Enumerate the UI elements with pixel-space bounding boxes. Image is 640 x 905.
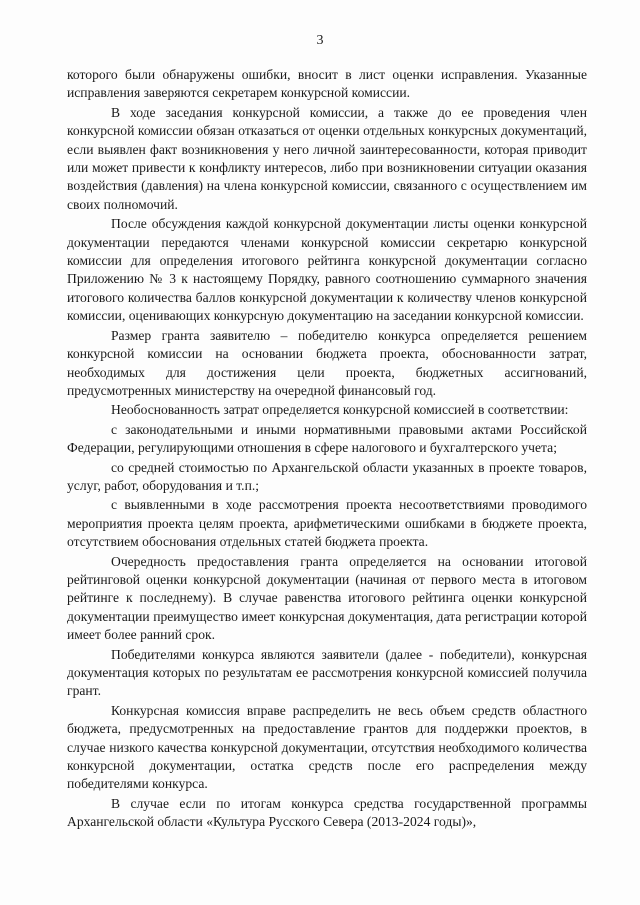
paragraph: В случае если по итогам конкурса средства государственной программы Архангельской области «Культура Русского Севера (2013-2024 годы)», bbox=[67, 795, 587, 830]
paragraph: Победителями конкурса являются заявители (далее - победители), конкурсная документация которых по результатам ее рассмотрения конкурсной комиссией получила грант. bbox=[67, 646, 587, 699]
paragraph: Конкурсная комиссия вправе распределить не весь объем средств областного бюджета, предусмотренных на предоставление грантов для поддержки проектов, в случае низкого качества конкурсной документации, отсутствия необходимого количества конкурсной документации, остатка средств после его распределения между победителями конкурса. bbox=[67, 702, 587, 792]
paragraph: Размер гранта заявителю – победителю конкурса определяется решением конкурсной комиссии на основании бюджета проекта, обоснованности затрат, необходимых для достижения цели проекта, бюджетных ассигнований, предусмотренных министерству на очередной финансовый год. bbox=[67, 327, 587, 398]
paragraph: Очередность предоставления гранта определяется на основании итоговой рейтинговой оценки конкурсной документации (начиная от первого места в итоговом рейтинге к последнему). В случае равенства итогового рейтинга оценки конкурсной документации преимущество имеет конкурсная документация, дата регистрации которой имеет более ранний срок. bbox=[67, 553, 587, 643]
page-number: 3 bbox=[316, 33, 324, 48]
paragraph: Необоснованность затрат определяется конкурсной комиссией в соответствии: bbox=[111, 402, 569, 418]
paragraph: В ходе заседания конкурсной комиссии, а также до ее проведения член конкурсной комиссии обязан отказаться от оценки отдельных конкурсных документаций, если выявлен факт возникновения у него личной заинтересованности, которая приводит или может привести к конфликту интересов, либо при возникновении ситуации оказания воздействия (давления) на члена конкурсной комиссии, связанного с осуществлением им своих полномочий. bbox=[67, 104, 587, 212]
paragraph: со средней стоимостью по Архангельской области указанных в проекте товаров, услуг, работ, оборудования и т.п.; bbox=[67, 459, 587, 493]
document-body bbox=[67, 66, 587, 833]
paragraph: с законодательными и иными нормативными правовыми актами Российской Федерации, регулирующими отношения в сфере налогового и бухгалтерского учета; bbox=[67, 421, 587, 456]
paragraph: которого были обнаружены ошибки, вносит в лист оценки исправления. Указанные исправления заверяются секретарем конкурсной комиссии. bbox=[67, 67, 587, 101]
paragraph: После обсуждения каждой конкурсной документации листы оценки конкурсной документации передаются членами конкурсной комиссии секретарю конкурсной комиссии для определения итогового рейтинга конкурсной документации согласно Приложению № 3 к настоящему Порядку, равного соотношению суммарного значения итогового количества баллов конкурсной документации к количеству членов конкурсной комиссии, оценивающих конкурсную документацию на заседании конкурсной комиссии. bbox=[67, 216, 587, 324]
paragraph: с выявленными в ходе рассмотрения проекта несоответствиями проводимого мероприятия проекта целям проекта, арифметическими ошибками в бюджете проекта, отсутствием обоснования отдельных статей бюджета проекта. bbox=[67, 497, 587, 550]
